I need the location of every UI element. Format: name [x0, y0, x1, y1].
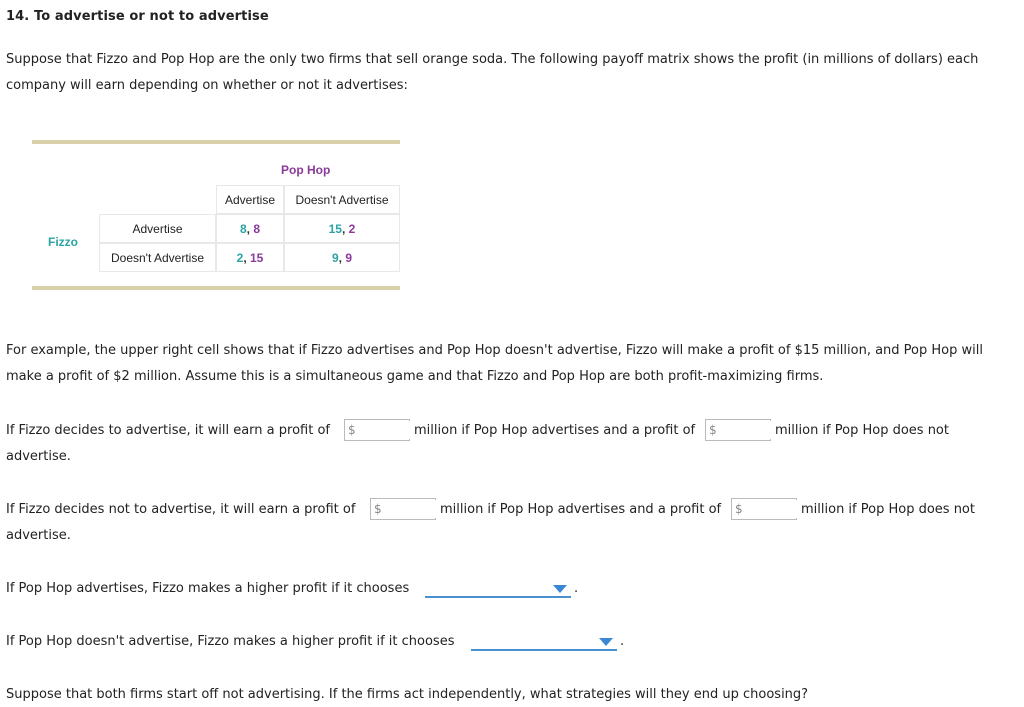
q1-profit-input-1[interactable]	[344, 419, 410, 441]
q4-text: If Pop Hop doesn't advertise, Fizzo makes a higher profit if it chooses	[6, 634, 455, 649]
dollar-sign: $	[735, 502, 743, 516]
q3-period: .	[574, 581, 579, 596]
q1-input-field-2[interactable]	[717, 421, 771, 439]
payoff-cell-noadv-adv: 2 , 15	[216, 243, 284, 272]
example-line-1: For example, the upper right cell shows that if Fizzo advertises and Pop Hop doesn't advertise, Fizzo will make a profit of $15 million, and Pop Hop will	[6, 343, 983, 358]
matrix-bottom-rule	[32, 286, 400, 290]
q1-text-wrap: advertise.	[6, 449, 71, 464]
q4-strategy-dropdown[interactable]	[471, 635, 617, 651]
example-paragraph	[6, 338, 1014, 390]
row-player-label: Fizzo	[48, 235, 78, 249]
col-header-doesnt-advertise: Doesn't Advertise	[284, 185, 400, 214]
q2-text-pre: If Fizzo decides not to advertise, it will earn a profit of	[6, 502, 356, 517]
row-header-advertise: Advertise	[99, 214, 216, 243]
dollar-sign: $	[709, 423, 717, 437]
q3-strategy-dropdown[interactable]	[425, 582, 571, 598]
col-header-advertise: Advertise	[216, 185, 284, 214]
q2-profit-input-2[interactable]	[731, 498, 797, 520]
q2-text-wrap: advertise.	[6, 528, 71, 543]
q2-input-field-1[interactable]	[382, 500, 436, 518]
intro-line-2: company will earn depending on whether or not it advertises:	[6, 78, 408, 93]
q3-text: If Pop Hop advertises, Fizzo makes a higher profit if it chooses	[6, 581, 410, 596]
payoff-cell-adv-adv: 8 , 8	[216, 214, 284, 243]
q2-text-post: million if Pop Hop does not	[801, 502, 975, 517]
intro-line-1: Suppose that Fizzo and Pop Hop are the only two firms that sell orange soda. The following payoff matrix shows the profit (in millions of dollars) each	[6, 52, 979, 67]
intro-paragraph	[6, 47, 1014, 99]
col-player-label: Pop Hop	[281, 163, 331, 177]
q2-profit-input-1[interactable]	[370, 498, 436, 520]
q2-input-field-2[interactable]	[743, 500, 797, 518]
q1-text-post: million if Pop Hop does not	[775, 423, 949, 438]
q1-profit-input-2[interactable]	[705, 419, 771, 441]
row-header-doesnt-advertise: Doesn't Advertise	[99, 243, 216, 272]
example-line-2: make a profit of $2 million. Assume this is a simultaneous game and that Fizzo and Pop Hop are both profit-maximizing firms.	[6, 369, 824, 384]
dollar-sign: $	[374, 502, 382, 516]
chevron-down-icon[interactable]	[553, 585, 567, 593]
q5-text: Suppose that both firms start off not advertising. If the firms act independently, what strategies will they end up choosing?	[6, 687, 809, 702]
q1-input-field-1[interactable]	[356, 421, 410, 439]
chevron-down-icon[interactable]	[599, 638, 613, 646]
payoff-cell-adv-noadv: 15 , 2	[284, 214, 400, 243]
q1-text-pre: If Fizzo decides to advertise, it will earn a profit of	[6, 423, 330, 438]
q1-text-mid: million if Pop Hop advertises and a profit of	[414, 423, 696, 438]
dollar-sign: $	[348, 423, 356, 437]
payoff-cell-noadv-noadv: 9 , 9	[284, 243, 400, 272]
question-title: 14. To advertise or not to advertise	[6, 9, 269, 24]
q2-text-mid: million if Pop Hop advertises and a profit of	[440, 502, 722, 517]
q4-period: .	[620, 634, 625, 649]
matrix-top-rule	[32, 140, 400, 144]
